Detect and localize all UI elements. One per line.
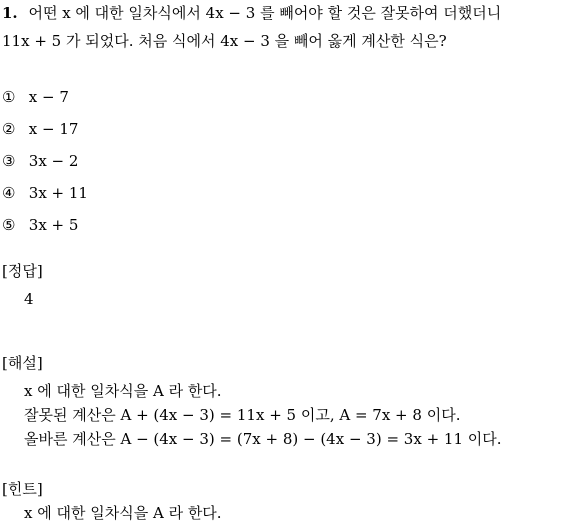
choice-3[interactable] [2, 154, 78, 169]
explanation-line: 올바른 계산은 A − (4x − 3) = (7x + 8) − (4x − 3) = 3x + 11 이다. [24, 430, 502, 448]
hint-label: [힌트] [2, 480, 43, 498]
choice-mark: ③ [2, 152, 16, 170]
question-number: 1. [2, 4, 18, 22]
explanation-line: x 에 대한 일차식을 A 라 한다. [24, 382, 222, 400]
question-text-2: 11x + 5 가 되었다. 처음 식에서 4x − 3 을 빼어 옳게 계산한 식은? [2, 32, 447, 50]
hint-line: x 에 대한 일차식을 A 라 한다. [24, 504, 222, 522]
choice-text: x − 17 [28, 120, 79, 138]
choice-text: x − 7 [28, 88, 69, 106]
choice-mark: ⑤ [2, 216, 16, 234]
choice-mark: ④ [2, 184, 16, 202]
choice-2[interactable] [2, 122, 78, 137]
choice-text: 3x + 11 [28, 184, 88, 202]
question-text-1: 어떤 x 에 대한 일차식에서 4x − 3 를 빼어야 할 것은 잘못하여 더했더니 [28, 4, 502, 22]
choice-4[interactable] [2, 186, 88, 201]
choice-mark: ① [2, 88, 16, 106]
explanation-line: 잘못된 계산은 A + (4x − 3) = 11x + 5 이고, A = 7x + 8 이다. [24, 406, 461, 424]
choice-text: 3x − 2 [28, 152, 79, 170]
choice-mark: ② [2, 120, 16, 138]
answer-label: [정답] [2, 262, 43, 280]
choice-1[interactable] [2, 90, 69, 105]
choice-5[interactable] [2, 218, 78, 233]
choice-text: 3x + 5 [28, 216, 79, 234]
question-line-1 [2, 6, 501, 21]
explanation-label: [해설] [2, 354, 43, 372]
answer-value: 4 [24, 290, 34, 308]
question-line-2 [2, 34, 447, 49]
